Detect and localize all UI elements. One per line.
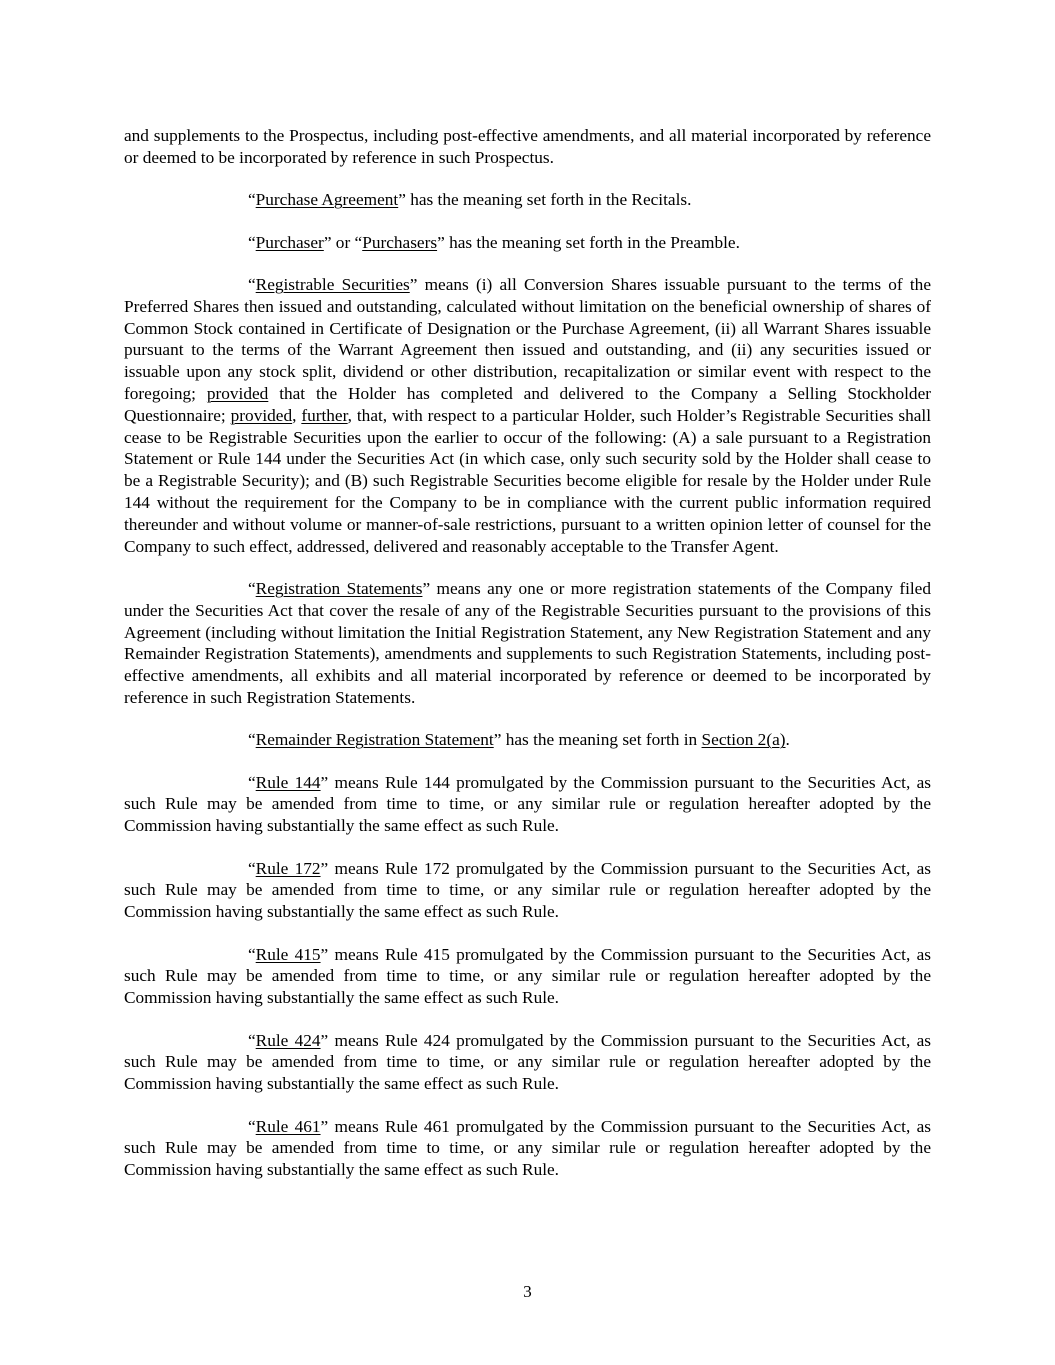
emphasis-further: further	[301, 405, 348, 425]
definition-rule-424: “Rule 424” means Rule 424 promulgated by the Commission pursuant to the Securities Act, as such Rule may be amended from time to time, or any similar rule or regulation hereafter adopted by the Commission having substantially the same effect as such Rule.	[124, 1030, 931, 1094]
definition-rule-415: “Rule 415” means Rule 415 promulgated by the Commission pursuant to the Securities Act, as such Rule may be amended from time to time, or any similar rule or regulation hereafter adopted by the Commission having substantially the same effect as such Rule.	[124, 944, 931, 1008]
defined-term: Purchase Agreement	[255, 190, 399, 210]
emphasis-provided: provided	[206, 383, 269, 403]
defined-term: Rule 415	[255, 944, 321, 964]
definition-registrable-securities: “Registrable Securities” means (i) all Conversion Shares issuable pursuant to the terms of the Preferred Shares then issued and outstanding, calculated without limitation on the beneficial ownership of shares of Common Stock contained in Certificate of Designation or the Purchase Agreement, (ii) all Warrant Shares issuable pursuant to the terms of the Warrant Agreement then issued and outstanding, and (ii) any securities issued or issuable upon any stock split, dividend or other distribution, recapitalization or similar event with respect to the foregoing; provided that the Holder has completed and delivered to the Company a Selling Stockholder Questionnaire; provided, further, that, with respect to a particular Holder, such Holder’s Registrable Securities shall cease to be Registrable Securities upon the earlier to occur of the following: (A) a sale pursuant to a Registration Statement or Rule 144 under the Securities Act (in which case, only such security sold by the Holder shall cease to be a Registrable Security); and (B) such Registrable Securities become eligible for resale by the Holder under Rule 144 without the requirement for the Company to be in compliance with the current public information required thereunder and without volume or manner-of-sale restrictions, pursuant to a written opinion letter of counsel for the Company to such effect, addressed, delivered and reasonably acceptable to the Transfer Agent.	[124, 274, 932, 556]
defined-term: Registration Statements	[255, 578, 423, 598]
defined-term: Purchaser	[255, 232, 324, 252]
page-number: 3	[523, 1282, 532, 1301]
definition-purchase-agreement: “Purchase Agreement” has the meaning set forth in the Recitals.	[248, 190, 692, 210]
defined-term: Registrable Securities	[255, 274, 410, 294]
defined-term: Rule 461	[255, 1116, 321, 1136]
defined-term: Rule 144	[255, 772, 321, 792]
definition-rule-144: “Rule 144” means Rule 144 promulgated by the Commission pursuant to the Securities Act, as such Rule may be amended from time to time, or any similar rule or regulation hereafter adopted by the Commission having substantially the same effect as such Rule.	[124, 772, 931, 836]
definition-rule-461: “Rule 461” means Rule 461 promulgated by the Commission pursuant to the Securities Act, as such Rule may be amended from time to time, or any similar rule or regulation hereafter adopted by the Commission having substantially the same effect as such Rule.	[124, 1116, 931, 1180]
definition-remainder-registration-statement: “Remainder Registration Statement” has the meaning set forth in Section 2(a).	[248, 730, 790, 750]
document-page	[124, 125, 931, 1202]
definition-rule-172: “Rule 172” means Rule 172 promulgated by the Commission pursuant to the Securities Act, as such Rule may be amended from time to time, or any similar rule or regulation hereafter adopted by the Commission having substantially the same effect as such Rule.	[124, 858, 931, 922]
emphasis-provided: provided	[230, 405, 293, 425]
defined-term: Rule 172	[255, 858, 321, 878]
defined-term: Purchasers	[362, 232, 438, 252]
defined-term: Rule 424	[255, 1030, 321, 1050]
continuation-paragraph: and supplements to the Prospectus, including post-effective amendments, and all material incorporated by reference or deemed to be incorporated by reference in such Prospectus.	[124, 126, 931, 167]
section-reference: Section 2(a)	[701, 730, 786, 750]
defined-term: Remainder Registration Statement	[255, 730, 494, 750]
definition-registration-statements: “Registration Statements” means any one or more registration statements of the Company filed under the Securities Act that cover the resale of any of the Registrable Securities pursuant to the provisions of this Agreement (including without limitation the Initial Registration Statement, any New Registration Statement and any Remainder Registration Statements), amendments and supplements to such Registration Statements, including post-effective amendments, all exhibits and all material incorporated by reference or deemed to be incorporated by reference in such Registration Statements.	[124, 578, 931, 707]
definition-purchaser: “Purchaser” or “Purchasers” has the meaning set forth in the Preamble.	[248, 232, 740, 252]
